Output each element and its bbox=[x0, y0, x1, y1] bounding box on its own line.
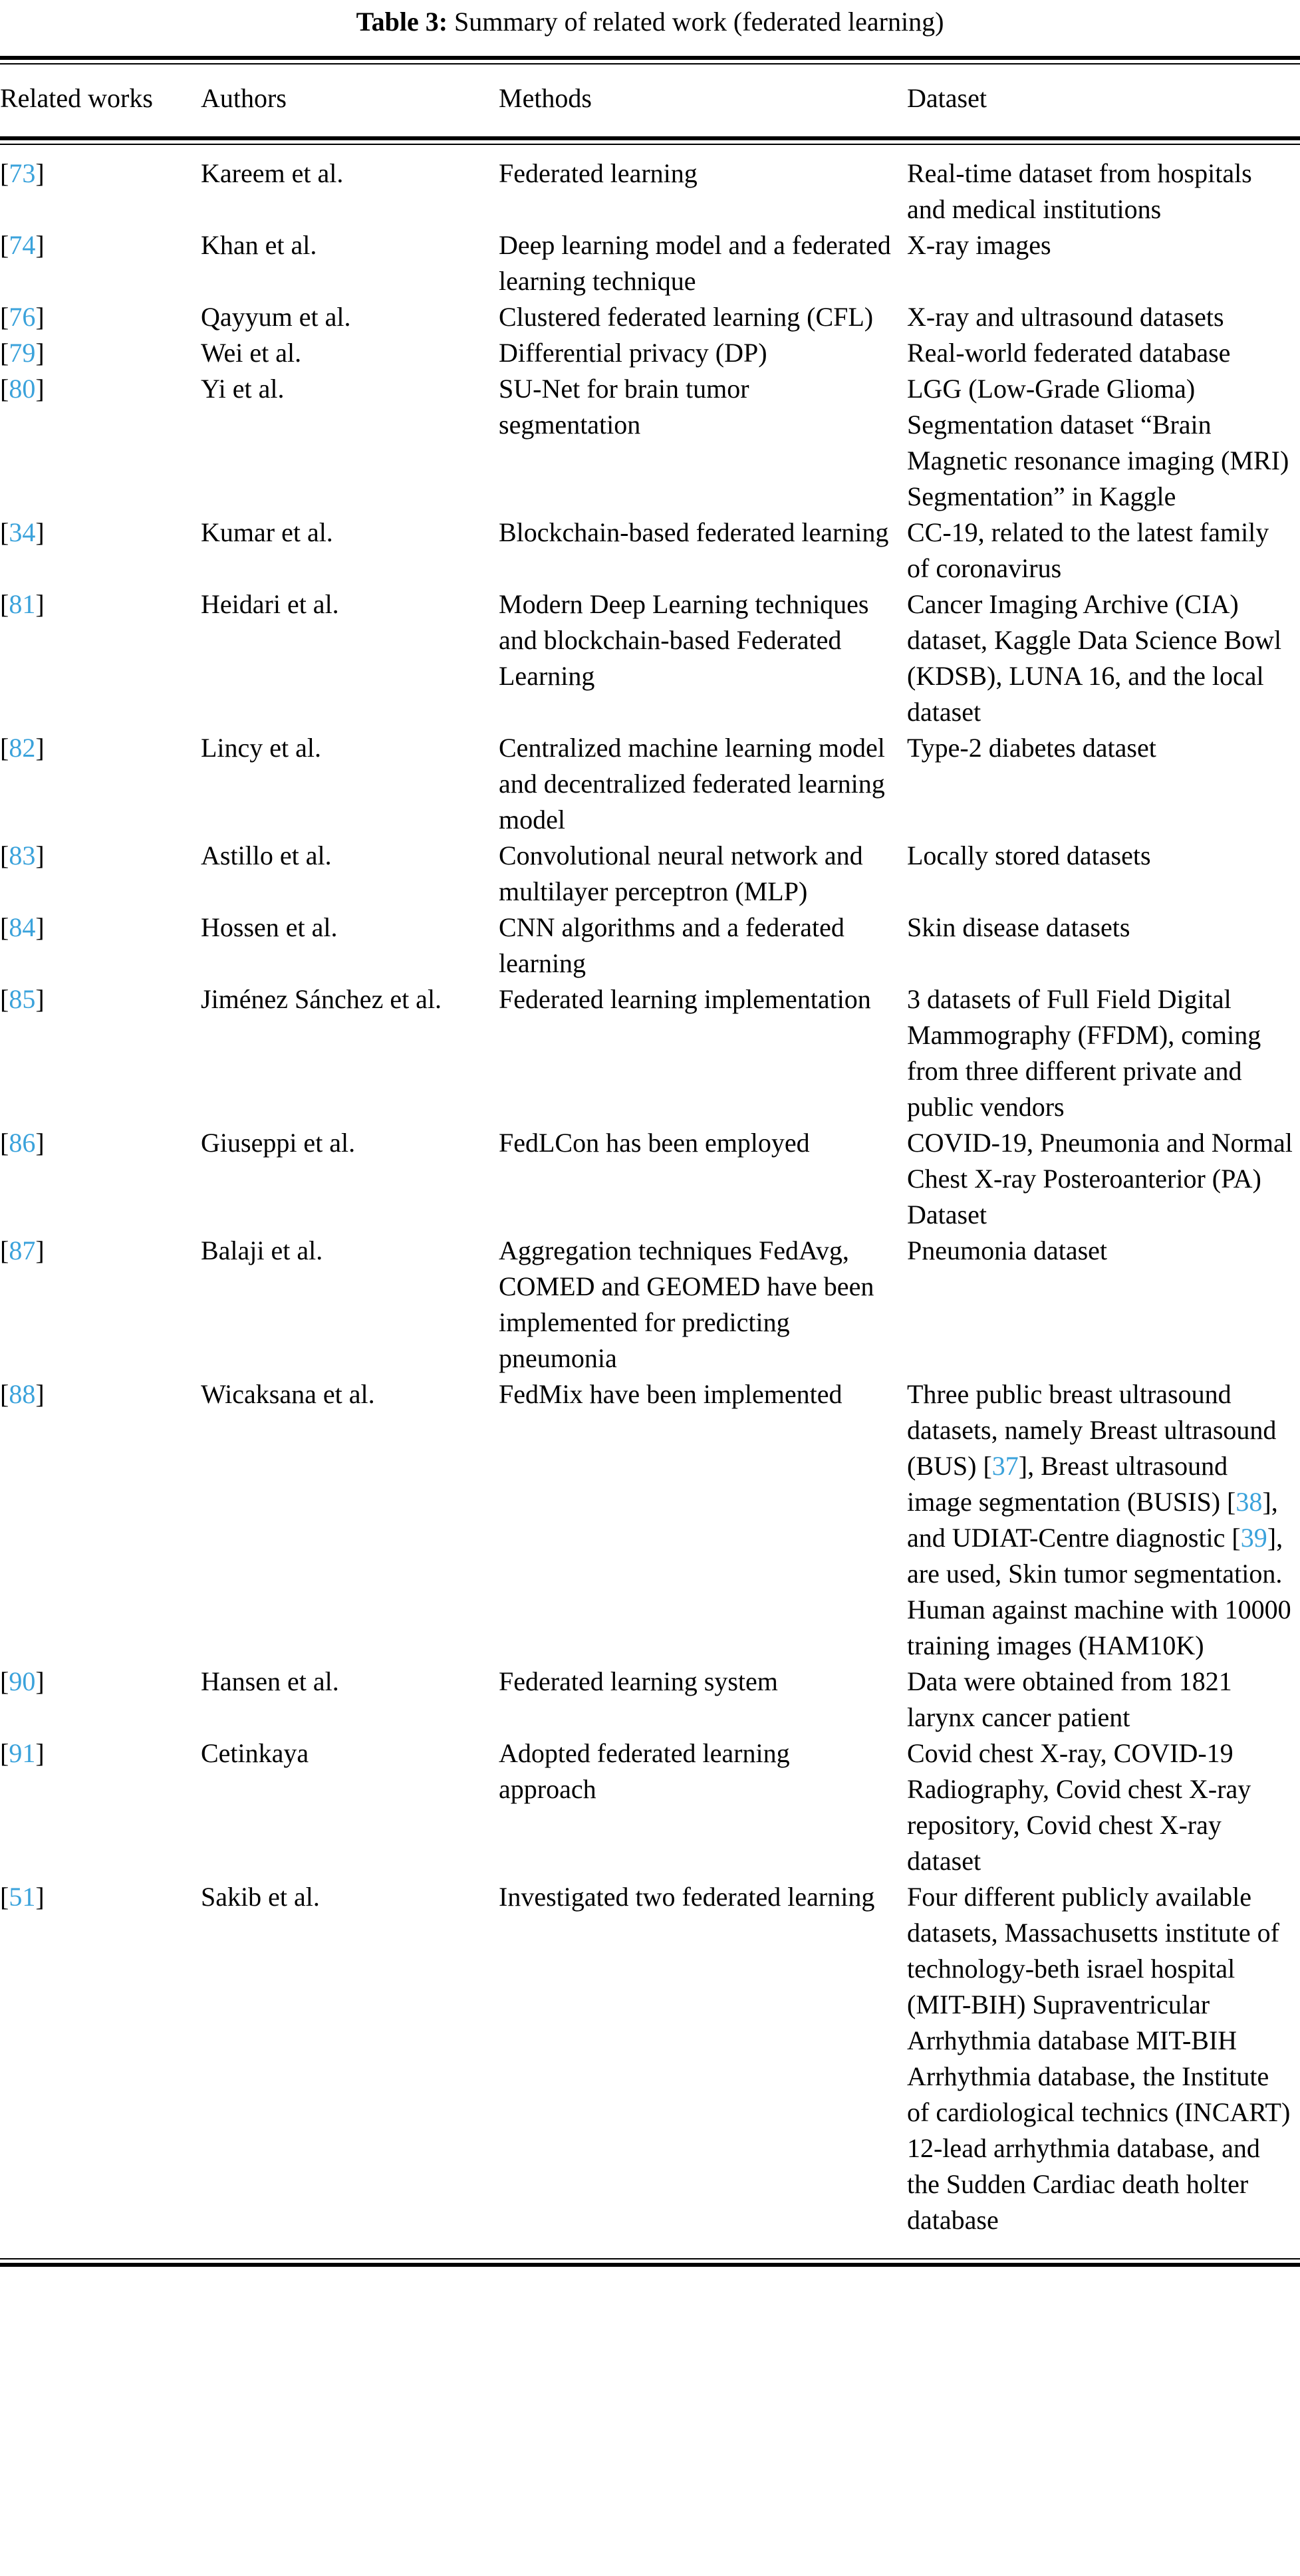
dataset-cell: Pneumonia dataset bbox=[907, 1235, 1108, 1265]
citation-link[interactable]: 84 bbox=[9, 912, 36, 942]
ref-cell: [80] bbox=[0, 374, 45, 404]
ref-cell: [90] bbox=[0, 1666, 45, 1696]
ref-cell: [79] bbox=[0, 338, 45, 368]
ref-cell: [34] bbox=[0, 517, 45, 547]
table-row bbox=[0, 838, 1300, 910]
ref-cell: [88] bbox=[0, 1379, 45, 1409]
table-bottom-rule bbox=[0, 2238, 1300, 2267]
authors-cell: Qayyum et al. bbox=[201, 302, 351, 332]
related-work-table bbox=[0, 56, 1300, 2267]
methods-cell: CNN algorithms and a federated learning bbox=[499, 912, 845, 978]
ref-cell: [51] bbox=[0, 1882, 45, 1912]
dataset-cell: Skin disease datasets bbox=[907, 912, 1130, 942]
methods-cell: Aggregation techniques FedAvg, COMED and GEOMED have been implemented for predicting pneumonia bbox=[499, 1235, 874, 1373]
ref-cell: [91] bbox=[0, 1738, 45, 1768]
table-row bbox=[0, 145, 1300, 227]
table-row bbox=[0, 910, 1300, 981]
table-row bbox=[0, 1233, 1300, 1376]
table-row bbox=[0, 299, 1300, 335]
citation-link[interactable]: 81 bbox=[9, 589, 36, 619]
ref-cell: [85] bbox=[0, 984, 45, 1014]
authors-cell: Hansen et al. bbox=[201, 1666, 339, 1696]
table-row bbox=[0, 1664, 1300, 1736]
column-header-authors: Authors bbox=[201, 83, 287, 113]
table-header-row bbox=[0, 64, 1300, 136]
dataset-cell: Data were obtained from 1821 larynx cancer patient bbox=[907, 1666, 1232, 1732]
authors-cell: Hossen et al. bbox=[201, 912, 338, 942]
citation-link[interactable]: 88 bbox=[9, 1379, 36, 1409]
dataset-cell: CC-19, related to the latest family of coronavirus bbox=[907, 517, 1269, 583]
dataset-cell: Real-world federated database bbox=[907, 338, 1231, 368]
citation-link[interactable]: 76 bbox=[9, 302, 36, 332]
methods-cell: FedMix have been implemented bbox=[499, 1379, 843, 1409]
ref-cell: [81] bbox=[0, 589, 45, 619]
authors-cell: Kumar et al. bbox=[201, 517, 333, 547]
ref-cell: [74] bbox=[0, 230, 45, 260]
authors-cell: Cetinkaya bbox=[201, 1738, 309, 1768]
citation-link[interactable]: 74 bbox=[9, 230, 36, 260]
authors-cell: Sakib et al. bbox=[201, 1882, 320, 1912]
ref-cell: [83] bbox=[0, 840, 45, 870]
methods-cell: Blockchain-based federated learning bbox=[499, 517, 889, 547]
table-row bbox=[0, 227, 1300, 299]
authors-cell: Kareem et al. bbox=[201, 158, 344, 188]
methods-cell: Federated learning implementation bbox=[499, 984, 871, 1014]
dataset-cell: Three public breast ultrasound datasets, namely Breast ultrasound (BUS) [37], Breast ultrasound image segmentation (BUSIS) [38], and UDIAT-Centre diagnostic [39], are used, Skin tumor segmentation. Human against machine with 10000 training images (HAM10K) bbox=[907, 1379, 1291, 1660]
table-row bbox=[0, 515, 1300, 586]
ref-cell: [86] bbox=[0, 1128, 45, 1158]
methods-cell: Federated learning system bbox=[499, 1666, 778, 1696]
table-row bbox=[0, 371, 1300, 515]
table-mid-rule bbox=[0, 136, 1300, 145]
dataset-cell: Four different publicly available datasets, Massachusetts institute of technology-beth israel hospital (MIT-BIH) Supraventricular Arrhythmia database MIT-BIH Arrhythmia database, the Institute of cardiological technics (INCART) 12-lead arrhythmia database, and the Sudden Cardiac death holter database bbox=[907, 1882, 1291, 2235]
citation-link[interactable]: 39 bbox=[1240, 1523, 1267, 1553]
citation-link[interactable]: 73 bbox=[9, 158, 36, 188]
authors-cell: Jiménez Sánchez et al. bbox=[201, 984, 442, 1014]
authors-cell: Khan et al. bbox=[201, 230, 317, 260]
table-caption-label: Table 3: bbox=[356, 7, 448, 37]
authors-cell: Astillo et al. bbox=[201, 840, 332, 870]
dataset-cell: Locally stored datasets bbox=[907, 840, 1151, 870]
table-row bbox=[0, 1736, 1300, 1879]
methods-cell: Convolutional neural network and multilayer perceptron (MLP) bbox=[499, 840, 863, 906]
header-double-rule bbox=[0, 136, 1300, 145]
methods-cell: Modern Deep Learning techniques and blockchain-based Federated Learning bbox=[499, 589, 869, 691]
top-double-rule bbox=[0, 56, 1300, 64]
dataset-cell: 3 datasets of Full Field Digital Mammography (FFDM), coming from three different private and public vendors bbox=[907, 984, 1261, 1122]
citation-link[interactable]: 79 bbox=[9, 338, 36, 368]
citation-link[interactable]: 80 bbox=[9, 374, 36, 404]
methods-cell: Federated learning bbox=[499, 158, 698, 188]
column-header-methods: Methods bbox=[499, 83, 592, 113]
authors-cell: Lincy et al. bbox=[201, 733, 322, 763]
citation-link[interactable]: 51 bbox=[9, 1882, 36, 1912]
citation-link[interactable]: 38 bbox=[1235, 1487, 1263, 1517]
column-header-related-works: Related works bbox=[0, 83, 153, 113]
authors-cell: Balaji et al. bbox=[201, 1235, 323, 1265]
citation-link[interactable]: 86 bbox=[9, 1128, 36, 1158]
ref-cell: [87] bbox=[0, 1235, 45, 1265]
table-top-rule bbox=[0, 56, 1300, 64]
methods-cell: SU-Net for brain tumor segmentation bbox=[499, 374, 749, 440]
table-caption bbox=[0, 0, 1300, 56]
citation-link[interactable]: 34 bbox=[9, 517, 36, 547]
table-caption-text: Summary of related work (federated learning) bbox=[454, 7, 944, 37]
citation-link[interactable]: 87 bbox=[9, 1235, 36, 1265]
ref-cell: [73] bbox=[0, 158, 45, 188]
table-row bbox=[0, 1879, 1300, 2238]
methods-cell: Adopted federated learning approach bbox=[499, 1738, 790, 1804]
table-foot bbox=[0, 2238, 1300, 2267]
bottom-double-rule bbox=[0, 2258, 1300, 2267]
table-head bbox=[0, 56, 1300, 145]
methods-cell: Centralized machine learning model and decentralized federated learning model bbox=[499, 733, 885, 835]
ref-cell: [82] bbox=[0, 733, 45, 763]
table-row bbox=[0, 1125, 1300, 1233]
authors-cell: Giuseppi et al. bbox=[201, 1128, 356, 1158]
methods-cell: Investigated two federated learning bbox=[499, 1882, 875, 1912]
dataset-cell: Type-2 diabetes dataset bbox=[907, 733, 1156, 763]
methods-cell: Differential privacy (DP) bbox=[499, 338, 767, 368]
methods-cell: Deep learning model and a federated learning technique bbox=[499, 230, 891, 296]
ref-cell: [84] bbox=[0, 912, 45, 942]
table-body bbox=[0, 145, 1300, 2238]
authors-cell: Heidari et al. bbox=[201, 589, 339, 619]
dataset-cell: Covid chest X-ray, COVID-19 Radiography, Covid chest X-ray repository, Covid chest X-ray dataset bbox=[907, 1738, 1251, 1876]
citation-link[interactable]: 91 bbox=[9, 1738, 36, 1768]
ref-cell: [76] bbox=[0, 302, 45, 332]
table-row bbox=[0, 586, 1300, 730]
column-header-dataset: Dataset bbox=[907, 83, 987, 113]
methods-cell: Clustered federated learning (CFL) bbox=[499, 302, 874, 332]
dataset-cell: Cancer Imaging Archive (CIA) dataset, Kaggle Data Science Bowl (KDSB), LUNA 16, and the local dataset bbox=[907, 589, 1282, 727]
dataset-cell: COVID-19, Pneumonia and Normal Chest X-ray Posteroanterior (PA) Dataset bbox=[907, 1128, 1293, 1229]
citation-link[interactable]: 37 bbox=[991, 1451, 1019, 1481]
table-row bbox=[0, 981, 1300, 1125]
methods-cell: FedLCon has been employed bbox=[499, 1128, 810, 1158]
dataset-cell: X-ray and ultrasound datasets bbox=[907, 302, 1224, 332]
dataset-cell: X-ray images bbox=[907, 230, 1051, 260]
authors-cell: Yi et al. bbox=[201, 374, 285, 404]
dataset-cell: LGG (Low-Grade Glioma) Segmentation dataset “Brain Magnetic resonance imaging (MRI) Segmentation” in Kaggle bbox=[907, 374, 1289, 511]
citation-link[interactable]: 82 bbox=[9, 733, 36, 763]
authors-cell: Wicaksana et al. bbox=[201, 1379, 375, 1409]
authors-cell: Wei et al. bbox=[201, 338, 302, 368]
table-row bbox=[0, 335, 1300, 371]
citation-link[interactable]: 85 bbox=[9, 984, 36, 1014]
dataset-cell: Real-time dataset from hospitals and medical institutions bbox=[907, 158, 1252, 224]
table-row bbox=[0, 1376, 1300, 1664]
citation-link[interactable]: 90 bbox=[9, 1666, 36, 1696]
table-row bbox=[0, 730, 1300, 838]
citation-link[interactable]: 83 bbox=[9, 840, 36, 870]
